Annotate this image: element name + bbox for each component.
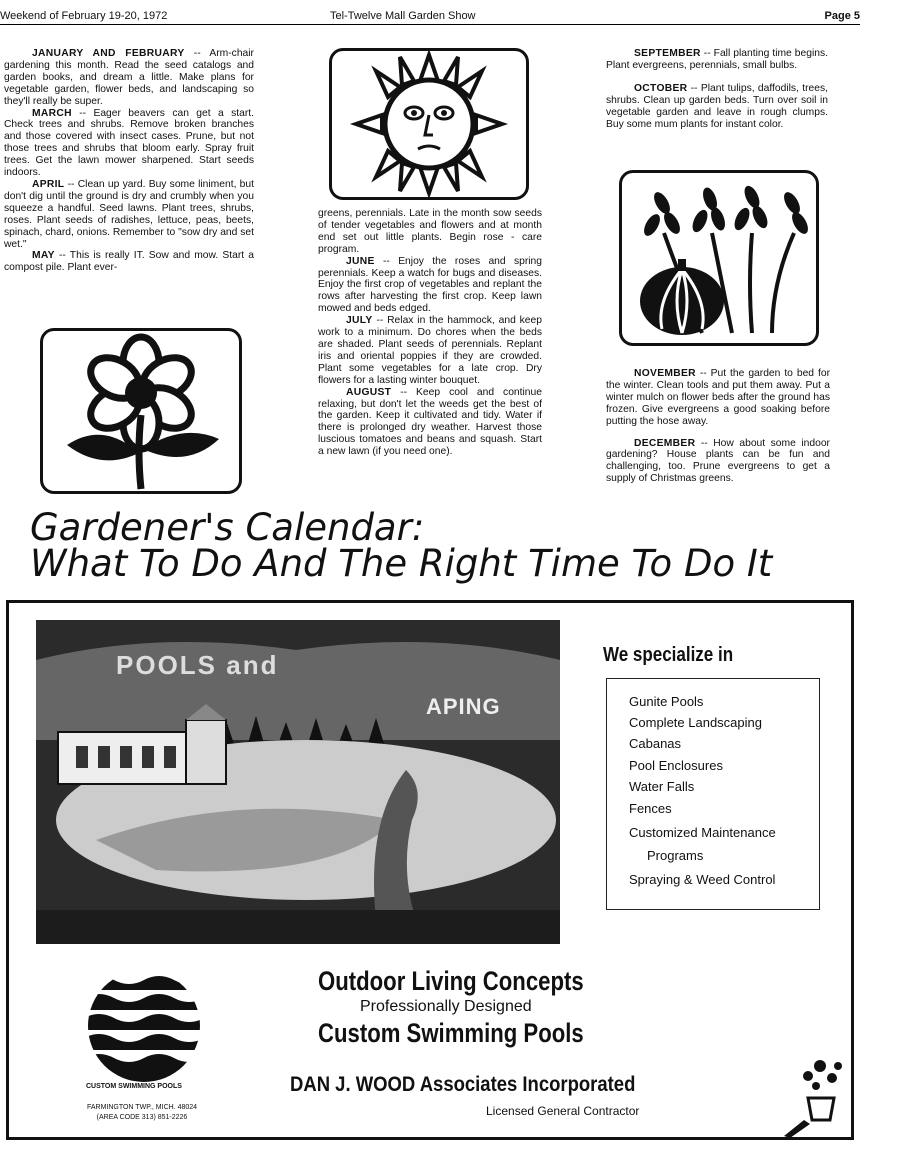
- para-march: MARCH -- Eager beavers can get a start. Check trees and shrubs. Remove broken branches and those covered with insect cases. Prune, but not those trees and shrubs that bloom early. Spray fruit trees. Get the lawn mower sharpened. Start seeds indoors.: [4, 107, 254, 179]
- service-item: Customized Maintenance: [629, 825, 776, 840]
- license-text: Licensed General Contractor: [486, 1104, 640, 1118]
- month-may: MAY: [32, 250, 55, 262]
- para-july: JULY -- Relax in the hammock, and keep work to a minimum. Do chores when the beds are shaded. Plant seeds of perennials. Replant iris and oriental poppies if they are crowded. Plant some vegetables for a late crop. Dry flowers for a lasting winter bouquet.: [318, 315, 542, 386]
- month-march: MARCH: [32, 107, 72, 119]
- subheadline-designed: Professionally Designed: [360, 998, 532, 1015]
- address-line: FARMINGTON TWP., MICH. 48024: [86, 1104, 198, 1111]
- para-jan-feb: JANUARY AND FEBRUARY -- Arm-chair gardening this month. Read the seed catalogs and garden books, and dream a little. Make plans for vegetable garden, flower beds, and landscaping so they'll really be super.: [4, 48, 254, 107]
- page-number: Page 5: [824, 10, 860, 22]
- column-3-top: [606, 48, 828, 130]
- flower-icon: [43, 331, 239, 491]
- header-date: Weekend of February 19-20, 1972: [0, 10, 168, 22]
- flower-illustration: [40, 328, 242, 494]
- para-june: JUNE -- Enjoy the roses and spring perennials. Keep a watch for bugs and diseases. Enjoy the first crop of vegetables and replant the rows after harvesting the first crop. Keep lawn mowed and beds edged.: [318, 255, 542, 315]
- header-event: Tel-Twelve Mall Garden Show: [330, 10, 476, 22]
- column-2: [318, 208, 542, 458]
- month-december: DECEMBER: [634, 437, 696, 449]
- service-item: Spraying & Weed Control: [629, 872, 776, 887]
- service-item: Complete Landscaping: [629, 715, 762, 730]
- specialize-heading: We specialize in: [603, 644, 734, 666]
- service-item: Water Falls: [629, 779, 695, 794]
- sun-icon: [332, 51, 526, 197]
- company-address: [62, 1103, 222, 1123]
- headline-custom-pools: Custom Swimming Pools: [318, 1018, 584, 1048]
- month-april: APRIL: [32, 178, 65, 190]
- photo-caption-pools: POOLS and: [116, 650, 279, 680]
- phone-line: (AREA CODE 313) 851-2226: [96, 1114, 188, 1121]
- article-title-line1: Gardener's Calendar:: [30, 506, 425, 549]
- para-may: MAY -- This is really IT. Sow and mow. Start a compost pile. Plant ever-: [4, 250, 254, 274]
- para-november: NOVEMBER -- Put the garden to bed for the winter. Clean tools and put them away. Put a winter mulch on flower beds after the ground has frozen. Give evergreens a good soaking before putting the hose away.: [606, 368, 830, 427]
- photo-caption-landscaping: APING: [426, 694, 501, 719]
- services-list: [606, 678, 820, 910]
- headline-outdoor-living: Outdoor Living Concepts: [318, 966, 584, 996]
- para-august: AUGUST -- Keep cool and continue relaxing, but don't let the weeds get the best of the garden. Keep it cultivated and tidy. Water if there is prolonged dry weather. Harvest those luscious tomatoes and beans and squash. Start a new lawn (if you need one).: [318, 386, 542, 458]
- month-july: JULY: [346, 315, 373, 327]
- sun-illustration: [329, 48, 529, 200]
- para-april: APRIL -- Clean up yard. Buy some liniment, but don't dig until the ground is dry and crumbly when you squeeze a handful. Seed lawns. Plant trees, shrubs, roses. Plant seeds of radishes, lettuce, peas, beets, spinach, chard, onions. Remember to "sow dry and set wet.": [4, 178, 254, 250]
- service-item: Programs: [647, 848, 704, 863]
- month-september: SEPTEMBER: [634, 48, 701, 59]
- harvest-illustration: [619, 170, 819, 346]
- month-october: OCTOBER: [634, 82, 688, 94]
- service-item: Gunite Pools: [629, 694, 704, 709]
- logo-caption: CUSTOM SWIMMING POOLS: [86, 1083, 182, 1090]
- service-item: Cabanas: [629, 736, 682, 751]
- page-header: [0, 8, 860, 25]
- month-august: AUGUST: [346, 386, 392, 398]
- pool-photo: [36, 620, 560, 944]
- para-may-cont: greens, perennials. Late in the month sow seeds of tender vegetables and flowers and at month end set out little plants. Begin rose - care program.: [318, 208, 542, 255]
- service-item: Fences: [629, 801, 672, 816]
- harvest-icon: [622, 173, 816, 343]
- wave-logo-icon: [84, 970, 204, 1082]
- article-title-line2: What To Do And The Right Time To Do It: [30, 542, 773, 585]
- pool-scene-icon: [36, 620, 560, 944]
- flower-pot-icon: [780, 1058, 850, 1138]
- month-jan-feb: JANUARY AND FEBRUARY: [32, 48, 185, 59]
- company-name: DAN J. WOOD Associates Incorporated: [290, 1073, 636, 1096]
- para-october: OCTOBER -- Plant tulips, daffodils, trees, shrubs. Clean up garden beds. Turn over soil in vegetable garden and leave in rough clumps. Buy some mum plants for instant color.: [606, 82, 828, 130]
- month-november: NOVEMBER: [634, 368, 696, 379]
- service-item: Pool Enclosures: [629, 758, 723, 773]
- column-1: [4, 48, 254, 274]
- para-september: SEPTEMBER -- Fall planting time begins. Plant evergreens, perennials, small bulbs.: [606, 48, 828, 71]
- month-june: JUNE: [346, 255, 375, 267]
- column-3-bottom: [606, 368, 830, 485]
- para-december: DECEMBER -- How about some indoor gardening? House plants can be fun and challenging, too. Prune evergreens to get a supply of Christmas greens.: [606, 437, 830, 485]
